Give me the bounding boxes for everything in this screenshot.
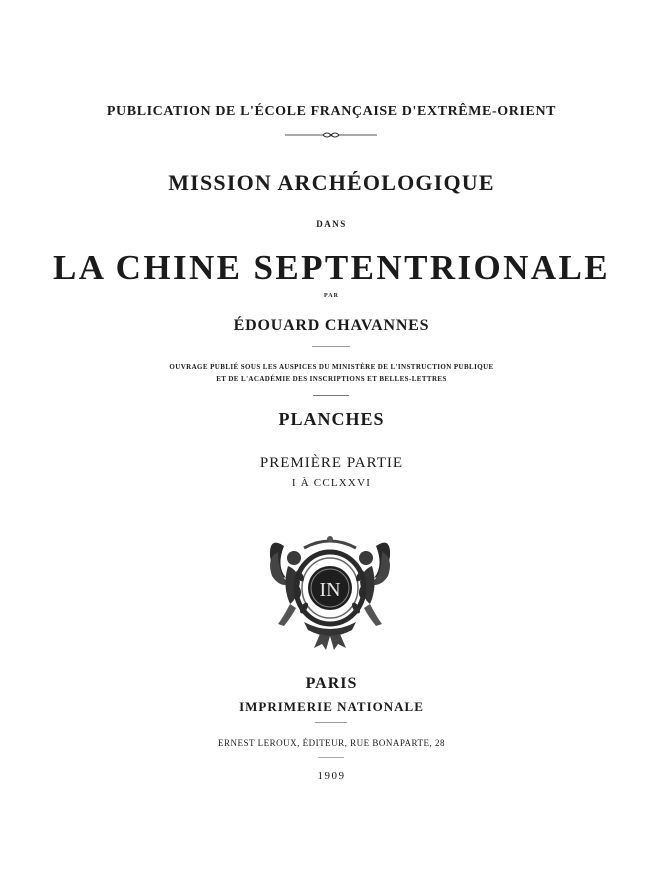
section-heading: PLANCHES: [278, 409, 385, 429]
imprimerie-nationale-emblem-icon: [264, 526, 396, 650]
author-name: ÉDOUARD CHAVANNES: [233, 317, 430, 334]
connector-dans: DANS: [316, 219, 347, 229]
imprint-year: 1909: [317, 770, 346, 782]
plate-range: I À CCLXXVI: [291, 477, 372, 489]
main-title: LA CHINE SEPTENTRIONALE: [53, 248, 610, 287]
part-heading: PREMIÈRE PARTIE: [259, 455, 404, 471]
publisher-line: PUBLICATION DE L'ÉCOLE FRANÇAISE D'EXTRÊME-ORIENT: [106, 104, 557, 119]
short-divider: [313, 395, 349, 396]
imprint-printer: IMPRIMERIE NATIONALE: [239, 699, 424, 714]
connector-par: PAR: [324, 293, 339, 299]
emblem-monogram: IN: [319, 579, 341, 601]
short-divider: [318, 757, 344, 758]
sponsorship-line-2: ET DE L'ACADÉMIE DES INSCRIPTIONS ET BELLES-LETTRES: [216, 375, 447, 383]
ornament-divider-icon: [285, 131, 377, 139]
sponsorship-line-1: OUVRAGE PUBLIÉ SOUS LES AUSPICES DU MINISTÈRE DE L'INSTRUCTION PUBLIQUE: [169, 363, 494, 371]
short-divider: [312, 346, 350, 347]
imprint-editor: ERNEST LEROUX, ÉDITEUR, RUE BONAPARTE, 28: [218, 738, 445, 748]
imprint-city: PARIS: [305, 675, 358, 692]
short-divider: [315, 722, 347, 723]
series-title: MISSION ARCHÉOLOGIQUE: [168, 170, 495, 195]
